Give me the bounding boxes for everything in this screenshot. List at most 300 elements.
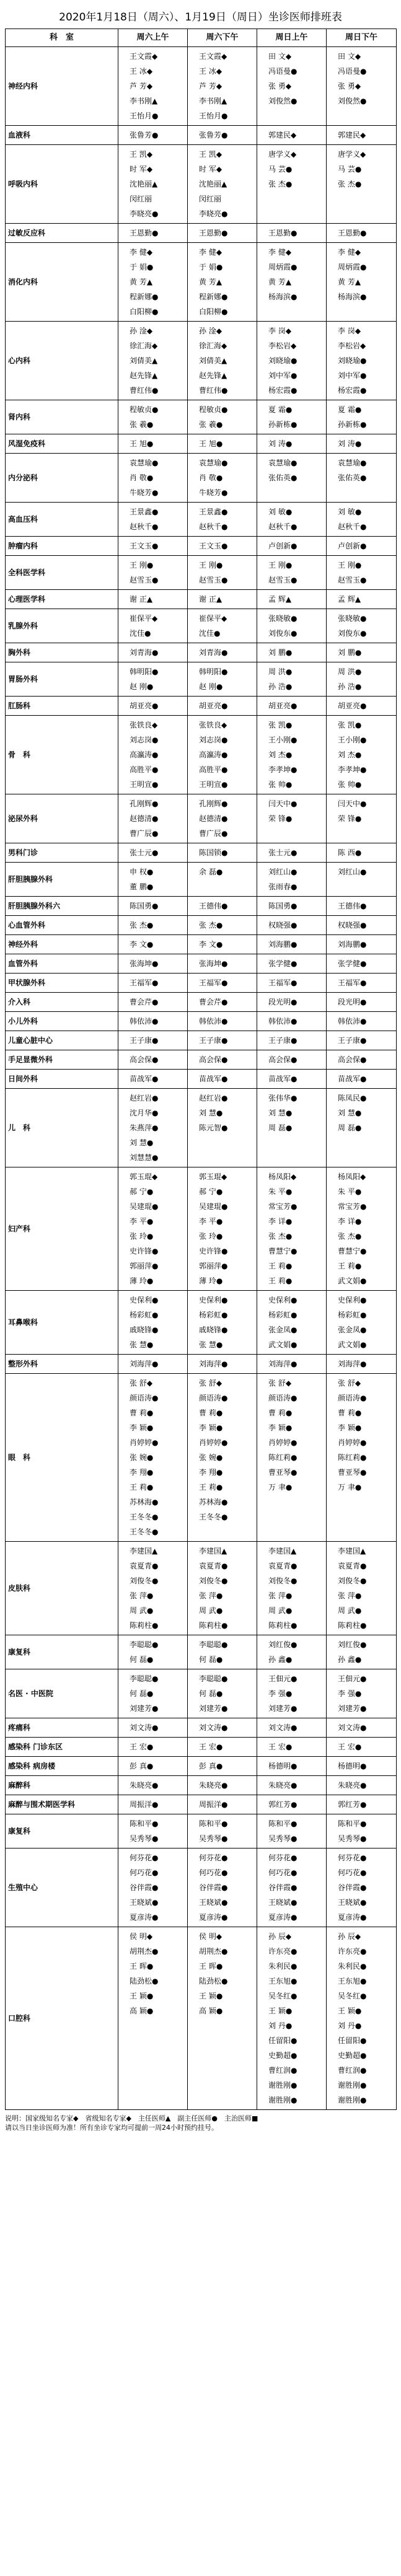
doctor-name: 张学健● [268, 959, 297, 968]
doctor-name: 杨凤阳◆ [268, 1172, 297, 1181]
department-row [6, 224, 397, 243]
doctor-name: 张士元● [268, 848, 297, 857]
doctor-name: 卢创新● [268, 542, 297, 550]
doctor-name: 朱晓亮● [338, 1781, 367, 1790]
doctor-name: 杨彩虹● [338, 1311, 367, 1319]
slot-cell [118, 863, 188, 897]
department-name: 高血压科 [6, 503, 118, 537]
doctor-name: 王冬冬● [130, 1513, 159, 1521]
doctor-name: 赵秋千● [268, 522, 297, 531]
department-name: 风湿免疫科 [6, 434, 118, 454]
slot-cell [188, 322, 257, 400]
department-name: 肛肠科 [6, 697, 118, 716]
doctor-name: 沈佳● [130, 629, 151, 638]
doctor-name: 董 鹏● [130, 882, 154, 891]
doctor-name: 吴秀琴● [268, 1834, 297, 1843]
slot-cell [257, 1757, 327, 1776]
doctor-name: 张 杰● [268, 1232, 293, 1241]
doctor-name: 郝 宁● [130, 1187, 154, 1196]
doctor-name: 杨凤阳◆ [338, 1172, 366, 1181]
doctor-name: 李书刚▲ [130, 97, 158, 105]
slot-cell [118, 322, 188, 400]
doctor-name: 曹会芹● [130, 998, 159, 1006]
doctor-name: 谢 正▲ [199, 595, 223, 604]
doctor-name: 张 帅● [268, 780, 293, 789]
doctor-name: 赵先锋▲ [130, 371, 158, 380]
department-row [6, 897, 397, 916]
doctor-name: 郭红芳● [338, 1800, 367, 1809]
doctor-name: 刘俊然● [338, 97, 367, 105]
doctor-name: 李 文● [199, 940, 223, 949]
department-row [6, 1050, 397, 1070]
department-name: 肿瘤内科 [6, 537, 118, 556]
slot-cell [327, 556, 397, 590]
doctor-name: 常宝芳● [268, 1202, 297, 1211]
doctor-name: 黄 芳▲ [338, 278, 361, 286]
doctor-name: 张 勇◆ [268, 82, 292, 90]
doctor-name: 刘 杰● [268, 750, 293, 759]
header-cell: 周日下午 [327, 29, 397, 47]
slot-cell [257, 322, 327, 400]
doctor-name: 周 武● [199, 1606, 223, 1615]
slot-cell [118, 1374, 188, 1542]
doctor-name: 杨德明● [338, 1762, 367, 1770]
doctor-name: 王 晖● [199, 1962, 223, 1971]
doctor-name: 赵 刚● [130, 682, 154, 691]
doctor-name: 刘建芳● [268, 1704, 297, 1713]
department-row [6, 1089, 397, 1167]
doctor-name: 刘 杰● [338, 750, 362, 759]
doctor-name: 韩依沛● [338, 1017, 367, 1026]
slot-cell [188, 1757, 257, 1776]
doctor-name: 王 刚● [199, 561, 223, 569]
doctor-name: 赵雪玉● [199, 576, 228, 584]
slot-cell [257, 843, 327, 863]
doctor-name: 何巧花● [130, 1868, 159, 1877]
slot-cell [257, 224, 327, 243]
slot-cell [257, 434, 327, 454]
department-row [6, 556, 397, 590]
slot-cell [257, 400, 327, 434]
slot-cell [188, 126, 257, 145]
slot-cell [327, 1542, 397, 1635]
doctor-name: 李 健◆ [338, 248, 361, 257]
footer-notes [5, 2114, 396, 2132]
doctor-name: 戚晓锋● [130, 1325, 159, 1334]
slot-cell [327, 697, 397, 716]
slot-cell [188, 897, 257, 916]
department-name: 感染科 门诊东区 [6, 1738, 118, 1757]
slot-cell [257, 126, 327, 145]
doctor-name: 张金凤● [268, 1325, 297, 1334]
doctor-name: 段光明● [268, 998, 297, 1006]
doctor-name: 任留阳● [268, 2036, 297, 2045]
slot-cell [188, 794, 257, 843]
doctor-name: 张 舒◆ [130, 1379, 153, 1387]
doctor-name: 程新娜● [130, 292, 159, 301]
slot-cell [188, 716, 257, 794]
slot-cell [118, 643, 188, 662]
slot-cell [188, 243, 257, 322]
doctor-name: 李建国▲ [338, 1547, 366, 1555]
doctor-name: 杨海滨● [268, 292, 297, 301]
slot-cell [257, 1669, 327, 1718]
doctor-name: 曹亚琴● [338, 1468, 367, 1477]
doctor-name: 冯语曼● [268, 67, 297, 76]
slot-cell [327, 609, 397, 643]
doctor-name: 赵秋千● [199, 522, 228, 531]
doctor-name: 王佃元● [268, 1674, 297, 1683]
doctor-name: 王 莉● [268, 1277, 293, 1285]
doctor-name: 刘建芳● [199, 1704, 228, 1713]
doctor-name: 刘 涛● [268, 439, 293, 448]
doctor-name: 杨宏霞● [268, 386, 297, 395]
slot-cell [118, 243, 188, 322]
slot-cell [118, 1757, 188, 1776]
slot-cell [257, 974, 327, 993]
doctor-name: 周 磊● [338, 1123, 362, 1132]
doctor-name: 王 刚● [338, 561, 362, 569]
slot-cell [188, 454, 257, 503]
slot-cell [118, 1795, 188, 1814]
doctor-name: 杨宏霞● [338, 386, 367, 395]
doctor-name: 陈莉柱● [199, 1621, 228, 1630]
doctor-name: 刘中军● [268, 371, 297, 380]
doctor-name: 胡亚亮● [268, 701, 297, 710]
department-name: 麻醉科 [6, 1776, 118, 1795]
doctor-name: 颜语涛● [268, 1394, 297, 1402]
department-name: 神经内科 [6, 47, 118, 126]
department-row [6, 454, 397, 503]
department-row [6, 1795, 397, 1814]
doctor-name: 胡荆杰● [199, 1947, 228, 1956]
department-row [6, 1738, 397, 1757]
doctor-name: 张佑英● [338, 473, 367, 482]
doctor-name: 王晓斌● [199, 1898, 228, 1907]
slot-cell [257, 1848, 327, 1927]
slot-cell [188, 503, 257, 537]
doctor-name: 曹慧宁● [338, 1247, 367, 1255]
doctor-name: 周 武● [268, 1606, 293, 1615]
doctor-name: 刘海萍● [130, 1360, 159, 1368]
doctor-name: 孔刚辉● [130, 799, 159, 808]
doctor-name: 何芬花● [268, 1853, 297, 1862]
slot-cell [257, 609, 327, 643]
doctor-name: 王 冰◆ [130, 67, 153, 76]
doctor-name: 谢胜刚● [268, 2096, 297, 2104]
doctor-name: 朱燕萍● [130, 1123, 159, 1132]
slot-cell [257, 145, 327, 224]
doctor-name: 李 翔● [199, 1468, 223, 1477]
doctor-name: 王 颖● [338, 2007, 362, 2015]
department-row [6, 1012, 397, 1031]
doctor-name: 王 刚● [130, 561, 154, 569]
slot-cell [188, 1542, 257, 1635]
doctor-name: 苗战军● [199, 1075, 228, 1083]
header-cell: 周日上午 [257, 29, 327, 47]
slot-cell [257, 716, 327, 794]
doctor-name: 王 莉● [268, 1262, 293, 1270]
slot-cell [118, 974, 188, 993]
department-row [6, 1927, 397, 2110]
doctor-name: 曹广辰● [199, 829, 228, 838]
doctor-name: 夏彦涛● [199, 1913, 228, 1922]
slot-cell [327, 1718, 397, 1738]
department-name: 血液科 [6, 126, 118, 145]
slot-cell [188, 935, 257, 954]
doctor-name: 肖 敬● [130, 473, 154, 482]
department-name: 麻醉与围术期医学科 [6, 1795, 118, 1814]
department-row [6, 935, 397, 954]
doctor-name: 李 强● [268, 1689, 293, 1698]
doctor-name: 李 颖● [268, 1423, 293, 1432]
slot-cell [327, 1776, 397, 1795]
doctor-name: 马 芸● [268, 165, 293, 174]
doctor-name: 赵红岩● [199, 1094, 228, 1102]
doctor-name: 田 文◆ [338, 52, 361, 61]
doctor-name: 权晓强● [268, 921, 297, 930]
slot-cell [327, 47, 397, 126]
doctor-name: 陈和平● [130, 1819, 159, 1828]
doctor-name: 周 武● [338, 1606, 362, 1615]
doctor-name: 苏林海● [130, 1498, 159, 1506]
doctor-name: 王恩勤● [268, 229, 297, 237]
department-row [6, 1291, 397, 1355]
slot-cell [327, 322, 397, 400]
department-name: 心内科 [6, 322, 118, 400]
slot-cell [257, 993, 327, 1012]
slot-cell [188, 662, 257, 697]
doctor-name: 谢胜刚● [338, 2096, 367, 2104]
department-row [6, 1718, 397, 1738]
slot-cell [257, 1776, 327, 1795]
slot-cell [327, 243, 397, 322]
slot-cell [257, 1050, 327, 1070]
slot-cell [257, 1012, 327, 1031]
doctor-name: 李 详● [338, 1217, 362, 1226]
doctor-name: 沈佳● [199, 629, 221, 638]
department-row [6, 434, 397, 454]
department-name: 康复科 [6, 1635, 118, 1669]
doctor-name: 史保利● [268, 1296, 297, 1304]
slot-cell [188, 993, 257, 1012]
department-row [6, 916, 397, 935]
department-row [6, 697, 397, 716]
doctor-name: 芦 芳◆ [199, 82, 223, 90]
slot-cell [118, 434, 188, 454]
doctor-name: 孙新栋● [338, 420, 367, 429]
doctor-name: 李建国▲ [199, 1547, 227, 1555]
doctor-name: 于 娟● [199, 263, 223, 271]
doctor-name: 王恩勤● [338, 229, 367, 237]
department-row [6, 145, 397, 224]
doctor-name: 李松岩◆ [338, 341, 366, 350]
slot-cell [188, 1795, 257, 1814]
doctor-name: 杨彩虹● [199, 1311, 228, 1319]
doctor-name: 赵雪玉● [130, 576, 159, 584]
department-row [6, 993, 397, 1012]
doctor-name: 李孝坤● [338, 765, 367, 774]
slot-cell [257, 1927, 327, 2110]
department-name: 过敏反应科 [6, 224, 118, 243]
doctor-name: 赵秋千● [338, 522, 367, 531]
doctor-name: 崔保平◆ [199, 614, 227, 623]
slot-cell [327, 1012, 397, 1031]
doctor-name: 吴冬红● [268, 1992, 297, 2000]
doctor-name: 谷伴霞● [199, 1883, 228, 1892]
doctor-name: 胡亚亮● [338, 701, 367, 710]
doctor-name: 刘海鹏● [268, 940, 297, 949]
doctor-name: 谢胜刚● [268, 2081, 297, 2090]
doctor-name: 郭玉琨◆ [199, 1172, 227, 1181]
doctor-name: 侯 明◆ [130, 1932, 153, 1941]
slot-cell [118, 609, 188, 643]
doctor-name: 陈 西● [338, 848, 362, 857]
department-row [6, 1355, 397, 1374]
doctor-name: 曹红伟● [130, 386, 159, 395]
schedule-body [6, 47, 397, 2110]
slot-cell [188, 643, 257, 662]
doctor-name: 李 颖● [338, 1423, 362, 1432]
doctor-name: 常宝芳● [338, 1202, 367, 1211]
doctor-name: 李 健◆ [268, 248, 292, 257]
slot-cell [257, 556, 327, 590]
slot-cell [257, 1738, 327, 1757]
slot-cell [118, 1542, 188, 1635]
doctor-name: 袁夏青● [268, 1562, 297, 1570]
slot-cell [257, 1031, 327, 1050]
slot-cell [118, 697, 188, 716]
doctor-name: 苗战军● [130, 1075, 159, 1083]
doctor-name: 苗战军● [338, 1075, 367, 1083]
doctor-name: 刘文涛● [130, 1723, 159, 1732]
doctor-name: 张鲁芳● [130, 131, 159, 139]
slot-cell [327, 1757, 397, 1776]
doctor-name: 王文玉● [130, 542, 159, 550]
doctor-name: 王文玉● [199, 542, 228, 550]
doctor-name: 程敏贞● [199, 405, 228, 414]
department-row [6, 609, 397, 643]
doctor-name: 张铁良◆ [199, 721, 227, 729]
doctor-name: 王德伟● [199, 902, 228, 910]
doctor-name: 张 婉● [130, 1453, 154, 1462]
doctor-name: 王景鑫● [130, 508, 159, 516]
doctor-name: 王子康● [130, 1036, 159, 1045]
doctor-name: 张海坤● [199, 959, 228, 968]
slot-cell [327, 794, 397, 843]
doctor-name: 李松岩◆ [268, 341, 297, 350]
doctor-name: 许东亮● [338, 1947, 367, 1956]
doctor-name: 李晓亮● [130, 209, 159, 218]
doctor-name: 郭建民◆ [338, 131, 366, 139]
doctor-name: 杨德明● [268, 1762, 297, 1770]
header-row [6, 29, 397, 47]
doctor-name: 陈国勇● [130, 902, 159, 910]
slot-cell [118, 954, 188, 974]
doctor-name: 胡荆杰● [130, 1947, 159, 1956]
slot-cell [257, 1355, 327, 1374]
slot-cell [118, 454, 188, 503]
doctor-name: 刘 慧● [199, 1109, 223, 1117]
doctor-name: 刘文涛● [268, 1723, 297, 1732]
doctor-name: 李晓亮● [199, 209, 228, 218]
department-row [6, 1814, 397, 1848]
slot-cell [188, 863, 257, 897]
doctor-name: 王子康● [338, 1036, 367, 1045]
doctor-name: 曹 莉● [199, 1409, 223, 1417]
doctor-name: 王 旭● [199, 439, 223, 448]
slot-cell [257, 1542, 327, 1635]
doctor-name: 朱利民● [268, 1962, 297, 1971]
doctor-name: 曹会芹● [199, 998, 228, 1006]
doctor-name: 王恩勤● [130, 229, 159, 237]
slot-cell [188, 1814, 257, 1848]
doctor-name: 肖婷婷● [130, 1438, 159, 1447]
doctor-name: 张 舒◆ [338, 1379, 361, 1387]
doctor-name: 朱 平● [268, 1187, 293, 1196]
slot-cell [188, 697, 257, 716]
doctor-name: 刘俊东● [338, 629, 367, 638]
doctor-name: 王 旭● [130, 439, 154, 448]
slot-cell [327, 1167, 397, 1291]
doctor-name: 周 磊● [268, 1123, 293, 1132]
doctor-name: 张 杰● [268, 180, 293, 188]
doctor-name: 吴建琨● [130, 1202, 159, 1211]
doctor-name: 薄 玲● [130, 1277, 154, 1285]
department-name: 泌尿外科 [6, 794, 118, 843]
doctor-name: 何 磊● [199, 1689, 223, 1698]
doctor-name: 李建国▲ [130, 1547, 158, 1555]
department-name: 内分泌科 [6, 454, 118, 503]
slot-cell [327, 1927, 397, 2110]
slot-cell [118, 1012, 188, 1031]
doctor-name: 李 岗◆ [338, 327, 361, 335]
doctor-name: 王子康● [268, 1036, 297, 1045]
slot-cell [257, 662, 327, 697]
doctor-name: 时 军◆ [130, 165, 153, 174]
department-row [6, 794, 397, 843]
doctor-name: 吴秀琴● [338, 1834, 367, 1843]
slot-cell [118, 935, 188, 954]
slot-cell [327, 916, 397, 935]
doctor-name: 王恩勤● [199, 229, 228, 237]
department-name: 感染科 病房楼 [6, 1757, 118, 1776]
slot-cell [188, 1776, 257, 1795]
doctor-name: 李书刚▲ [199, 97, 227, 105]
doctor-name: 郭丽萍● [199, 1262, 228, 1270]
page-title: 2020年1月18日（周六）、1月19日（周日）坐诊医师排班表 [59, 11, 342, 24]
department-name: 骨 科 [6, 716, 118, 794]
slot-cell [188, 1291, 257, 1355]
doctor-name: 王 冰◆ [199, 67, 223, 76]
header-cell: 周六上午 [118, 29, 188, 47]
doctor-name: 刘 敏● [268, 508, 293, 516]
doctor-name: 张 萍● [199, 1591, 223, 1600]
slot-cell [327, 1355, 397, 1374]
doctor-name: 刘红山● [338, 868, 367, 876]
doctor-name: 张 舒◆ [199, 1379, 223, 1387]
doctor-name: 王子康● [199, 1036, 228, 1045]
slot-cell [327, 503, 397, 537]
footer-note: 请以当日坐诊医师为准！所有坐诊专家均可提前一周24小时预约挂号。 [5, 2124, 218, 2132]
doctor-name: 张鲁芳● [199, 131, 228, 139]
doctor-name: 马 芸● [338, 165, 362, 174]
doctor-name: 王 宏● [199, 1743, 223, 1751]
doctor-name: 谷伴霞● [130, 1883, 159, 1892]
slot-cell [327, 1738, 397, 1757]
doctor-name: 王 莉● [338, 1262, 362, 1270]
doctor-name: 孙 淦◆ [199, 327, 223, 335]
